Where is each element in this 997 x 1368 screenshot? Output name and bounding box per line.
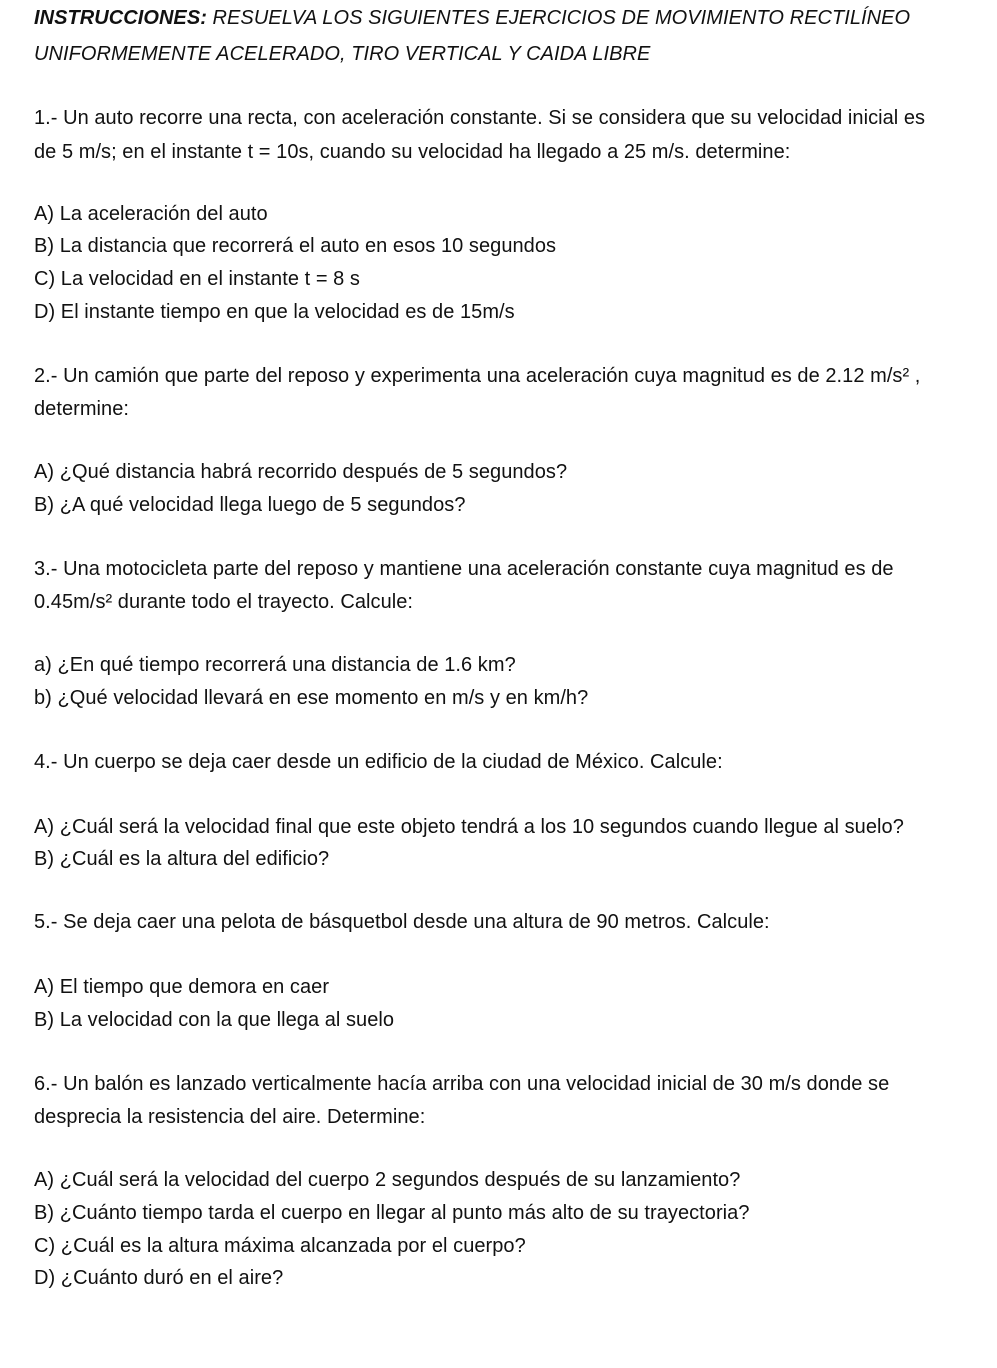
problem-6-statement-line-2: desprecia la resistencia del aire. Determine: (34, 1106, 426, 1128)
problem-3-item-b: b) ¿Qué velocidad llevará en ese momento en m/s y en km/h? (34, 687, 589, 709)
problem-1-item-b: B) La distancia que recorrerá el auto en esos 10 segundos (34, 235, 557, 257)
problem-3-statement-line-2: 0.45m/s² durante todo el trayecto. Calcule: (34, 591, 414, 613)
problem-6-item-c: C) ¿Cuál es la altura máxima alcanzada por el cuerpo? (34, 1235, 526, 1257)
problem-6-item-d: D) ¿Cuánto duró en el aire? (34, 1267, 284, 1289)
problem-2-statement-line-2: determine: (34, 398, 129, 420)
problem-4-item-b: B) ¿Cuál es la altura del edificio? (34, 848, 330, 870)
problem-6-item-a: A) ¿Cuál será la velocidad del cuerpo 2 segundos después de su lanzamiento? (34, 1169, 741, 1191)
problem-2-item-b: B) ¿A qué velocidad llega luego de 5 segundos? (34, 494, 466, 516)
problem-5-item-a: A) El tiempo que demora en caer (34, 976, 330, 998)
problem-2-statement-line-1: 2.- Un camión que parte del reposo y experimenta una aceleración cuya magnitud es de 2.12 m/s² , (34, 365, 921, 387)
problem-1-statement-line-2: de 5 m/s; en el instante t = 10s, cuando su velocidad ha llegado a 25 m/s. determine: (34, 141, 791, 163)
problem-4-item-a: A) ¿Cuál será la velocidad final que este objeto tendrá a los 10 segundos cuando llegue al suelo? (34, 816, 904, 838)
problem-1-item-c: C) La velocidad en el instante t = 8 s (34, 268, 360, 290)
instructions-label: INSTRUCCIONES: (34, 7, 207, 29)
problem-6-item-b: B) ¿Cuánto tiempo tarda el cuerpo en llegar al punto más alto de su trayectoria? (34, 1202, 750, 1224)
instructions-text: RESUELVA LOS SIGUIENTES EJERCICIOS DE MOVIMIENTO RECTILÍNEO (206, 7, 911, 29)
problem-3-statement-line-1: 3.- Una motocicleta parte del reposo y mantiene una aceleración constante cuya magnitud es de (34, 558, 894, 580)
problem-5-statement-line-1: 5.- Se deja caer una pelota de básquetbol desde una altura de 90 metros. Calcule: (34, 911, 770, 933)
problem-5-item-b: B) La velocidad con la que llega al suelo (34, 1009, 395, 1031)
problem-3-item-a: a) ¿En qué tiempo recorrerá una distancia de 1.6 km? (34, 654, 516, 676)
problem-1-item-a: A) La aceleración del auto (34, 203, 268, 225)
problem-4-statement-line-1: 4.- Un cuerpo se deja caer desde un edificio de la ciudad de México. Calcule: (34, 751, 723, 773)
problem-1-item-d: D) El instante tiempo en que la velocidad es de 15m/s (34, 301, 515, 323)
problem-2-item-a: A) ¿Qué distancia habrá recorrido después de 5 segundos? (34, 461, 568, 483)
problem-1-statement-line-1: 1.- Un auto recorre una recta, con aceleración constante. Si se considera que su velocidad inicial es (34, 107, 926, 129)
instructions-line-1 (34, 6, 910, 30)
instructions-line-2: UNIFORMEMENTE ACELERADO, TIRO VERTICAL Y CAIDA LIBRE (34, 43, 651, 65)
problem-6-statement-line-1: 6.- Un balón es lanzado verticalmente hacía arriba con una velocidad inicial de 30 m/s donde se (34, 1073, 890, 1095)
